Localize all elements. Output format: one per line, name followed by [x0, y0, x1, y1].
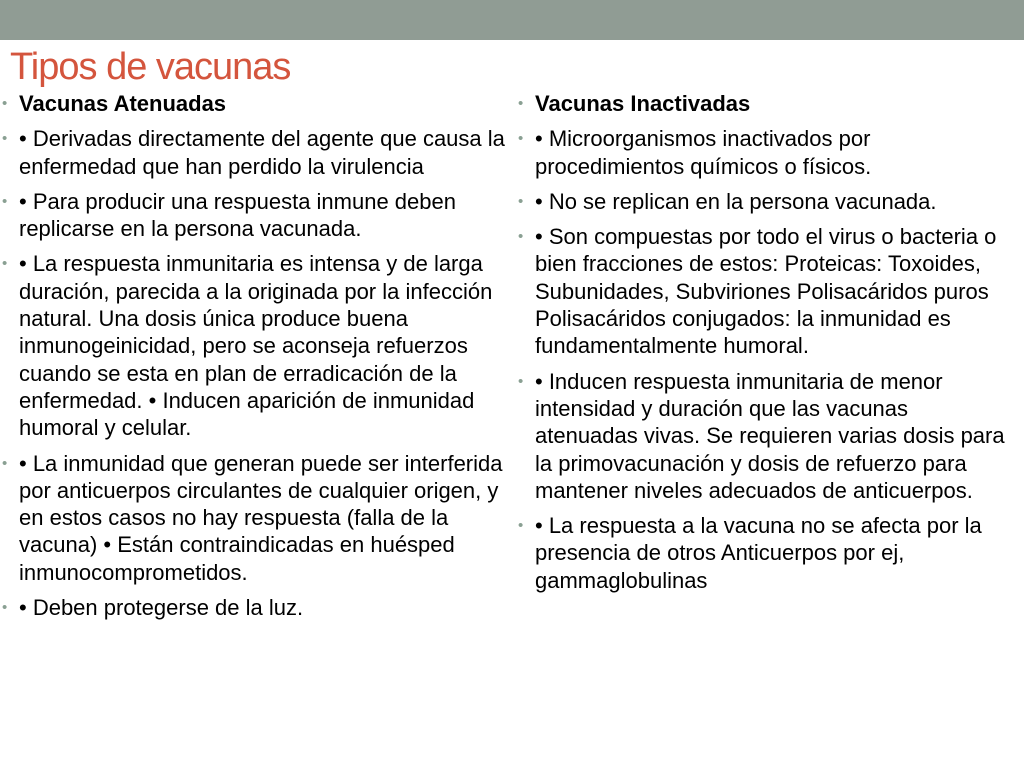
list-item-text: • Microorganismos inactivados por procedimientos químicos o físicos. — [535, 126, 872, 179]
bullet-icon: • — [518, 130, 524, 148]
column-heading — [0, 90, 510, 117]
bullet-icon: • — [2, 192, 8, 210]
list-item-text: • La inmunidad que generan puede ser interferida por anticuerpos circulantes de cualquier origen, y en estos casos no hay respuesta (falla de la vacuna) • Están contraindicadas en huésped inmunocomprometidos. — [19, 450, 503, 585]
list-item — [0, 450, 510, 586]
bullet-icon: • — [2, 95, 8, 112]
list-item — [516, 125, 1016, 180]
list-item-text: • La respuesta a la vacuna no se afecta por la presencia de otros Anticuerpos por ej, gammaglobulinas — [535, 513, 982, 593]
list-item-text: • La respuesta inmunitaria es intensa y de larga duración, parecida a la originada por la infección natural. Una dosis única produce buena inmunogeinicidad, pero se aconseja refuerzos cuando se esta en plan de erradicación de la enfermedad. • Inducen aparición de inmunidad humoral y celular. — [19, 251, 493, 441]
list-item — [516, 223, 1016, 359]
bullet-icon: • — [2, 599, 8, 617]
bullet-icon: • — [2, 255, 8, 273]
list-item — [516, 512, 1016, 594]
bullet-icon: • — [2, 454, 8, 472]
list-item — [0, 250, 510, 441]
list-item-text: • Deben protegerse de la luz. — [19, 595, 304, 621]
list-item-text: • No se replican en la persona vacunada. — [535, 188, 937, 214]
bullet-icon: • — [518, 372, 524, 390]
list-item-text: • Inducen respuesta inmunitaria de menor intensidad y duración que las vacunas atenuadas vivas. Se requieren varias dosis para la primovacunación y dosis de refuerzo para mantener niveles adecuados de anticuerpos. — [535, 368, 1005, 503]
column-heading — [516, 90, 1016, 117]
list-item-text: • Para producir una respuesta inmune deben replicarse en la persona vacunada. — [19, 188, 456, 242]
list-item — [0, 188, 510, 243]
top-accent-band — [0, 0, 1024, 40]
list-item — [0, 594, 510, 621]
right-column-list — [516, 90, 1016, 602]
bullet-icon: • — [518, 228, 524, 246]
list-item-text: • Derivadas directamente del agente que causa la enfermedad que han perdido la virulencia — [19, 126, 505, 179]
list-item-text: Vacunas Inactivadas — [535, 91, 751, 116]
list-item — [516, 188, 1016, 215]
bullet-icon: • — [518, 517, 524, 535]
list-item-text: Vacunas Atenuadas — [19, 91, 227, 116]
bullet-icon: • — [518, 192, 524, 210]
bullet-icon: • — [518, 95, 524, 112]
list-item-text: • Son compuestas por todo el virus o bacteria o bien fracciones de estos: Proteicas: Toxoides, Subunidades, Subviriones Polisacáridos puros Polisacáridos conjugados: la inmunidad es fundamentalmente humoral. — [535, 224, 997, 359]
left-column-list — [0, 90, 510, 629]
slide-title: Tipos de vacunas — [10, 46, 291, 88]
list-item — [516, 368, 1016, 504]
bullet-icon: • — [2, 130, 8, 148]
list-item — [0, 125, 510, 180]
